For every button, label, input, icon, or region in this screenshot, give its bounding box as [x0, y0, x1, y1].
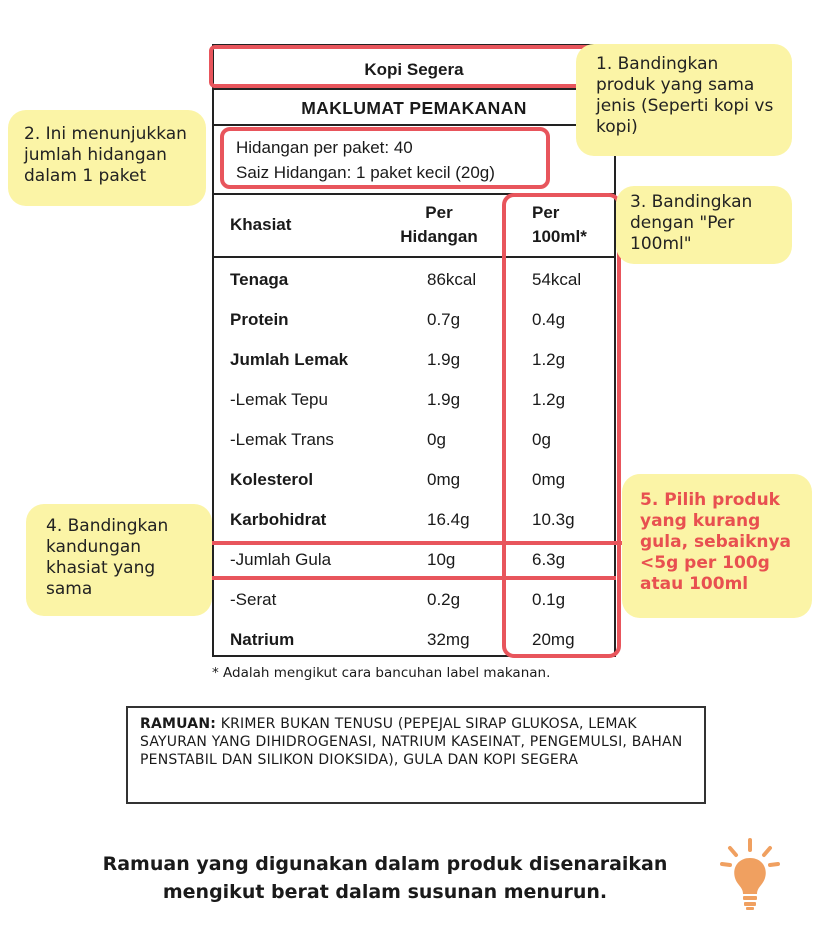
- label-heading: MAKLUMAT PEMAKANAN: [301, 98, 527, 118]
- note-1: 1. Bandingkan produk yang sama jenis (Seperti kopi vs kopi): [576, 44, 792, 156]
- highlight-sugar-top: [212, 541, 616, 545]
- nutrient-name: Kolesterol: [230, 470, 314, 489]
- ingredients-text: KRIMER BUKAN TENUSU (PEPEJAL SIRAP GLUKOSA, LEMAK SAYURAN YANG DIHIDROGENASI, NATRIUM KASEINAT, PENGEMULSI, BAHAN PENSTABIL DAN SILIKON DIOKSIDA), GULA DAN KOPI SEGERA: [140, 716, 683, 768]
- nutrient-serving-value: 1.9g: [427, 350, 461, 369]
- col-serving-header-2: Hidangan: [400, 227, 478, 246]
- nutrient-serving-value: 1.9g: [427, 390, 461, 409]
- nutrient-per100-value: 0g: [532, 430, 551, 449]
- nutrient-serving-value: 86kcal: [427, 270, 477, 289]
- lightbulb-icon: [718, 836, 782, 912]
- serving-size: Saiz Hidangan: 1 paket kecil (20g): [236, 163, 495, 182]
- nutrient-name: -Lemak Tepu: [230, 390, 328, 409]
- serving-per-pack: Hidangan per paket: 40: [236, 138, 413, 157]
- col-serving-header-1: Per: [425, 203, 453, 222]
- nutrient-per100-value: 6.3g: [532, 550, 566, 569]
- note-3: 3. Bandingkan dengan "Per 100ml": [616, 186, 792, 264]
- highlight-serving: [220, 127, 550, 189]
- nutrient-per100-value: 20mg: [532, 630, 575, 649]
- note-2: 2. Ini menunjukkan jumlah hidangan dalam 1 paket: [8, 110, 206, 206]
- bottom-text: Ramuan yang digunakan dalam produk disenaraikan mengikut berat dalam susunan menurun.: [102, 853, 668, 903]
- ingredients-box: [126, 706, 706, 804]
- nutrient-serving-value: 16.4g: [427, 510, 470, 529]
- nutrient-serving-value: 32mg: [427, 630, 470, 649]
- nutrient-serving-value: 0g: [427, 430, 446, 449]
- note-4: 4. Bandingkan kandungan khasiat yang sama: [26, 504, 212, 616]
- nutrient-per100-value: 0.1g: [532, 590, 566, 609]
- footnote: * Adalah mengikut cara bancuhan label makanan.: [212, 665, 551, 681]
- nutrient-serving-value: 0.7g: [427, 310, 461, 329]
- col-nutrient-header: Khasiat: [230, 215, 292, 234]
- col-per100-header-1: Per: [532, 203, 560, 222]
- note-5: 5. Pilih produk yang kurang gula, sebaiknya <5g per 100g atau 100ml: [622, 474, 812, 618]
- nutrient-serving-value: 0.2g: [427, 590, 461, 609]
- nutrient-name: Protein: [230, 310, 289, 329]
- nutrient-serving-value: 10g: [427, 550, 456, 569]
- col-per100-header-2: 100ml*: [532, 227, 587, 246]
- nutrient-name: -Lemak Trans: [230, 430, 334, 449]
- nutrient-name: Jumlah Lemak: [230, 350, 349, 369]
- highlight-product-name: [209, 45, 597, 88]
- nutrient-per100-value: 54kcal: [532, 270, 582, 289]
- nutrient-name: Natrium: [230, 630, 295, 649]
- divider: [212, 124, 616, 126]
- product-name: Kopi Segera: [364, 60, 464, 79]
- divider: [212, 88, 616, 90]
- nutrient-name: Tenaga: [230, 270, 289, 289]
- nutrient-per100-value: 1.2g: [532, 350, 566, 369]
- nutrient-serving-value: 0mg: [427, 470, 461, 489]
- nutrient-name: -Serat: [230, 590, 277, 609]
- nutrient-per100-value: 0.4g: [532, 310, 566, 329]
- nutrient-name: -Jumlah Gula: [230, 550, 332, 569]
- highlight-sugar-bottom: [212, 576, 616, 580]
- nutrient-per100-value: 0mg: [532, 470, 566, 489]
- nutrient-per100-value: 1.2g: [532, 390, 566, 409]
- nutrient-name: Karbohidrat: [230, 510, 327, 529]
- highlight-per100-column: [502, 193, 621, 658]
- nutrient-per100-value: 10.3g: [532, 510, 575, 529]
- ingredients-title: RAMUAN:: [140, 716, 217, 732]
